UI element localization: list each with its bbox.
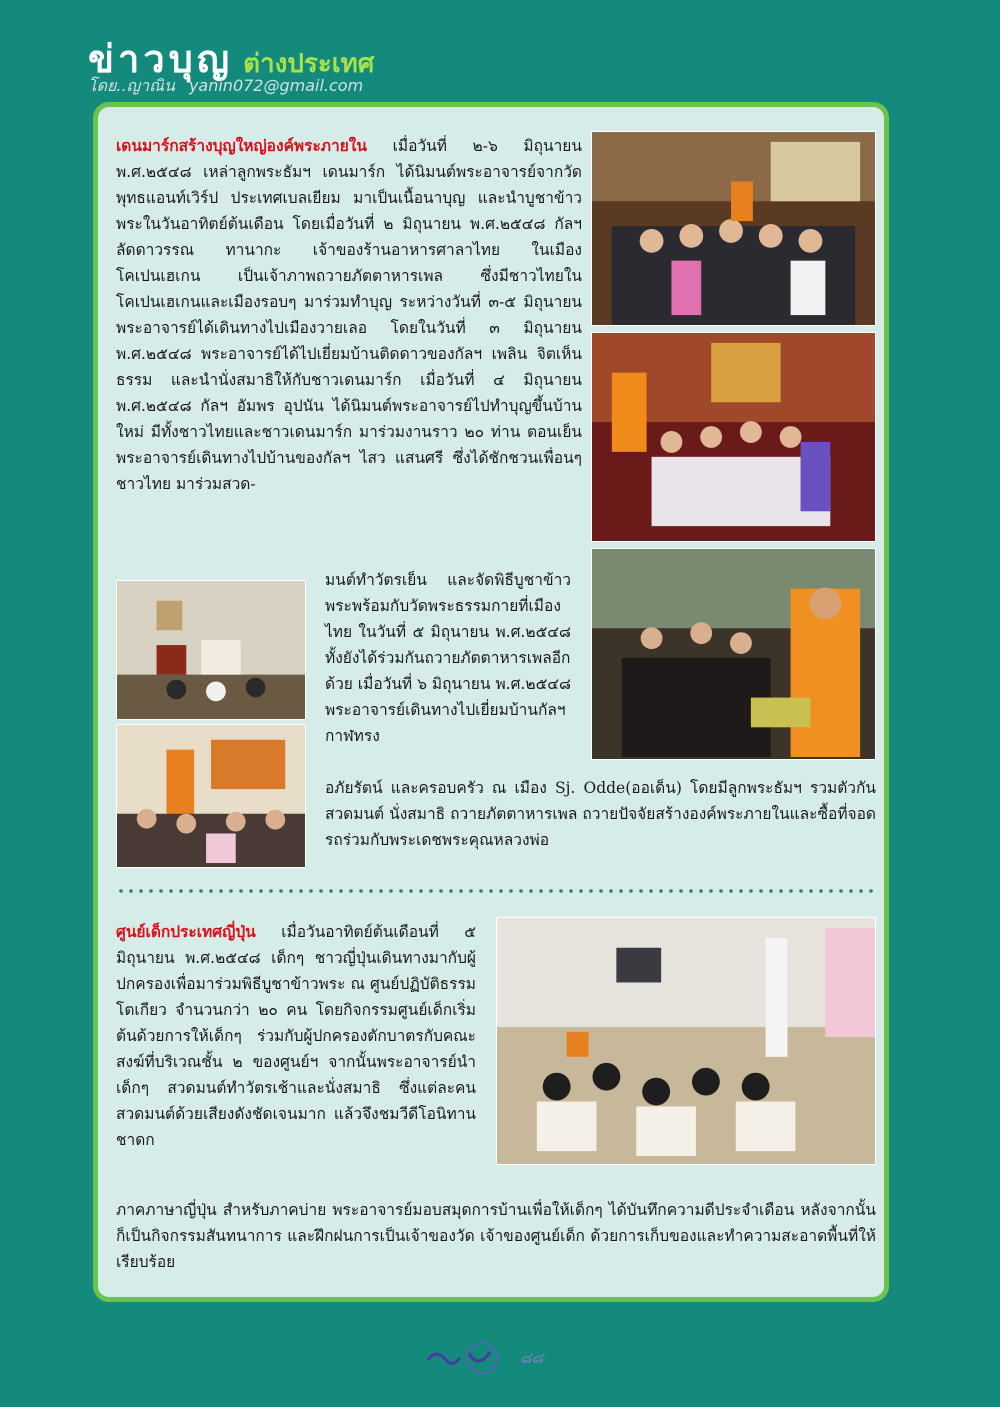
photo-group-restaurant xyxy=(591,131,876,326)
photo-children-center xyxy=(496,917,876,1165)
dotted-divider xyxy=(116,888,876,894)
section-title: ข่าวบุญ xyxy=(88,36,234,81)
author-name: โดย..ญาณิน xyxy=(88,76,175,95)
article1-paragraph-top: เมื่อวันที่ ๒-๖ มิถุนายน พ.ศ.๒๕๔๘ เหล่าลูกพระธัมฯ เดนมาร์ก ได้นิมนต์พระอาจารย์จากวัดพุทธแอนท์เวิร์ป ประเทศเบลเยียม มาเป็นเนื้อนาบุญ และนำบูชาข้าวพระในวันอาทิตย์ต้นเดือน โดยเมื่อวันที่ ๒ มิถุนายน พ.ศ.๒๕๔๘ กัลฯ ลัดดาวรรณ ทานากะ เจ้าของร้านอาหารศาลาไทย ในเมืองโคเปนเฮเกน เป็นเจ้าภาพถวายภัตตาหารเพล ซึ่งมีชาวไทยในโคเปนเฮเกนและเมืองรอบๆ มาร่วมทำบุญ ระหว่างวันที่ ๓-๕ มิถุนายน พระอาจารย์ได้เดินทางไปเมืองวายเลอ โดยในวันที่ ๓ มิถุนายน พ.ศ.๒๕๔๘ พระอาจารย์ได้ไปเยี่ยมบ้านติดดาวของกัลฯ เพลิน จิตเห็นธรรม และนำนั่งสมาธิให้กับชาวเดนมาร์ก เมื่อวันที่ ๔ มิถุนายน พ.ศ.๒๕๔๘ กัลฯ อัมพร อุปนัน ได้นิมนต์พระอาจารย์ไปทำบุญขึ้นบ้านใหม่ มีทั้งชาวไทยและชาวเดนมาร์ก มาร่วมงานราว ๒๐ ท่าน ตอนเย็น พระอาจารย์เดินทางไปบ้านของกัลฯ ไสว แสนศรี ซึ่งได้ชักชวนเพื่อนๆ ชาวไทย มาร่วมสวด- xyxy=(116,137,582,493)
article2-text-top xyxy=(116,919,476,1153)
article1-paragraph-middle: มนต์ทำวัตรเย็น และจัดพิธีบูชาข้าวพระพร้อมกับวัดพระธรรมกายที่เมืองไทย ในวันที่ ๕ มิถุนายน พ.ศ.๒๕๔๘ ทั้งยังได้ร่วมกันถวายภัตตาหารเพลอีกด้วย เมื่อวันที่ ๖ มิถุนายน พ.ศ.๒๕๔๘ พระอาจารย์เดินทางไปเยี่ยมบ้านกัลฯ กาฬทรง xyxy=(325,571,571,745)
photo-offering-ceremony xyxy=(591,548,876,760)
article2-paragraph-top: เมื่อวันอาทิตย์ต้นเดือนที่ ๕ มิถุนายน พ.ศ.๒๕๔๘ เด็กๆ ชาวญี่ปุ่นเดินทางมากับผู้ปกครองเพื่อมาร่วมพิธีบูชาข้าวพระ ณ ศูนย์ปฏิบัติธรรมโตเกียว จำนวนกว่า ๒๐ คน โดยกิจกรรมศูนย์เด็กเริ่มต้นด้วยการให้เด็กๆ ร่วมกับผู้ปกครองตักบาตรกับคณะสงฆ์ที่บริเวณชั้น ๒ ของศูนย์ฯ จากนั้นพระอาจารย์นำเด็กๆ สวดมนต์ทำวัตรเช้าและนั่งสมาธิ ซึ่งแต่ละคนสวดมนต์ด้วยเสียงดังชัดเจนมาก แล้วจึงชมวีดีโอนิทานชาดก xyxy=(116,923,476,1149)
photo-group-chanting xyxy=(116,724,306,868)
article2-lead: ศูนย์เด็กประเทศญี่ปุ่น xyxy=(116,922,256,941)
page-number: ๘๘ xyxy=(520,1349,544,1367)
article1-text-middle xyxy=(325,567,571,749)
article1-text-top xyxy=(116,133,582,497)
photo-meditation-room xyxy=(116,580,306,720)
section-subtitle: ต่างประเทศ xyxy=(243,49,375,79)
article1-lead: เดนมาร์กสร้างบุญใหญ่องค์พระภายใน xyxy=(116,136,367,155)
article-panel xyxy=(93,102,889,1302)
author-email: yanin072@gmail.com xyxy=(188,76,364,95)
article1-paragraph-bottom: อภัยรัตน์ และครอบครัว ณ เมือง Sj. Odde(ออเด็น) โดยมีลูกพระธัมฯ รวมตัวกันสวดมนต์ นั่งสมาธิ ถวายภัตตาหารเพล ถวายปัจจัยสร้างองค์พระภายในและซื้อที่จอดรถร่วมกับพระเดชพระคุณหลวงพ่อ xyxy=(325,779,876,849)
article2-text-bottom xyxy=(116,1197,876,1275)
photo-monk-shrine xyxy=(591,332,876,542)
article1-text-bottom xyxy=(325,775,876,853)
byline xyxy=(88,74,363,99)
article2-paragraph-bottom: ภาคภาษาญี่ปุ่น สำหรับภาคบ่าย พระอาจารย์มอบสมุดการบ้านเพื่อให้เด็กๆ ได้บันทึกความดีประจำเดือน หลังจากนั้นก็เป็นกิจกรรมสันทนาการ และฝึกฝนการเป็นเจ้าของวัด เจ้าของศูนย์เด็ก ด้วยการเก็บของและทำความสะอาดพื้นที่ให้เรียบร้อย xyxy=(116,1201,876,1271)
